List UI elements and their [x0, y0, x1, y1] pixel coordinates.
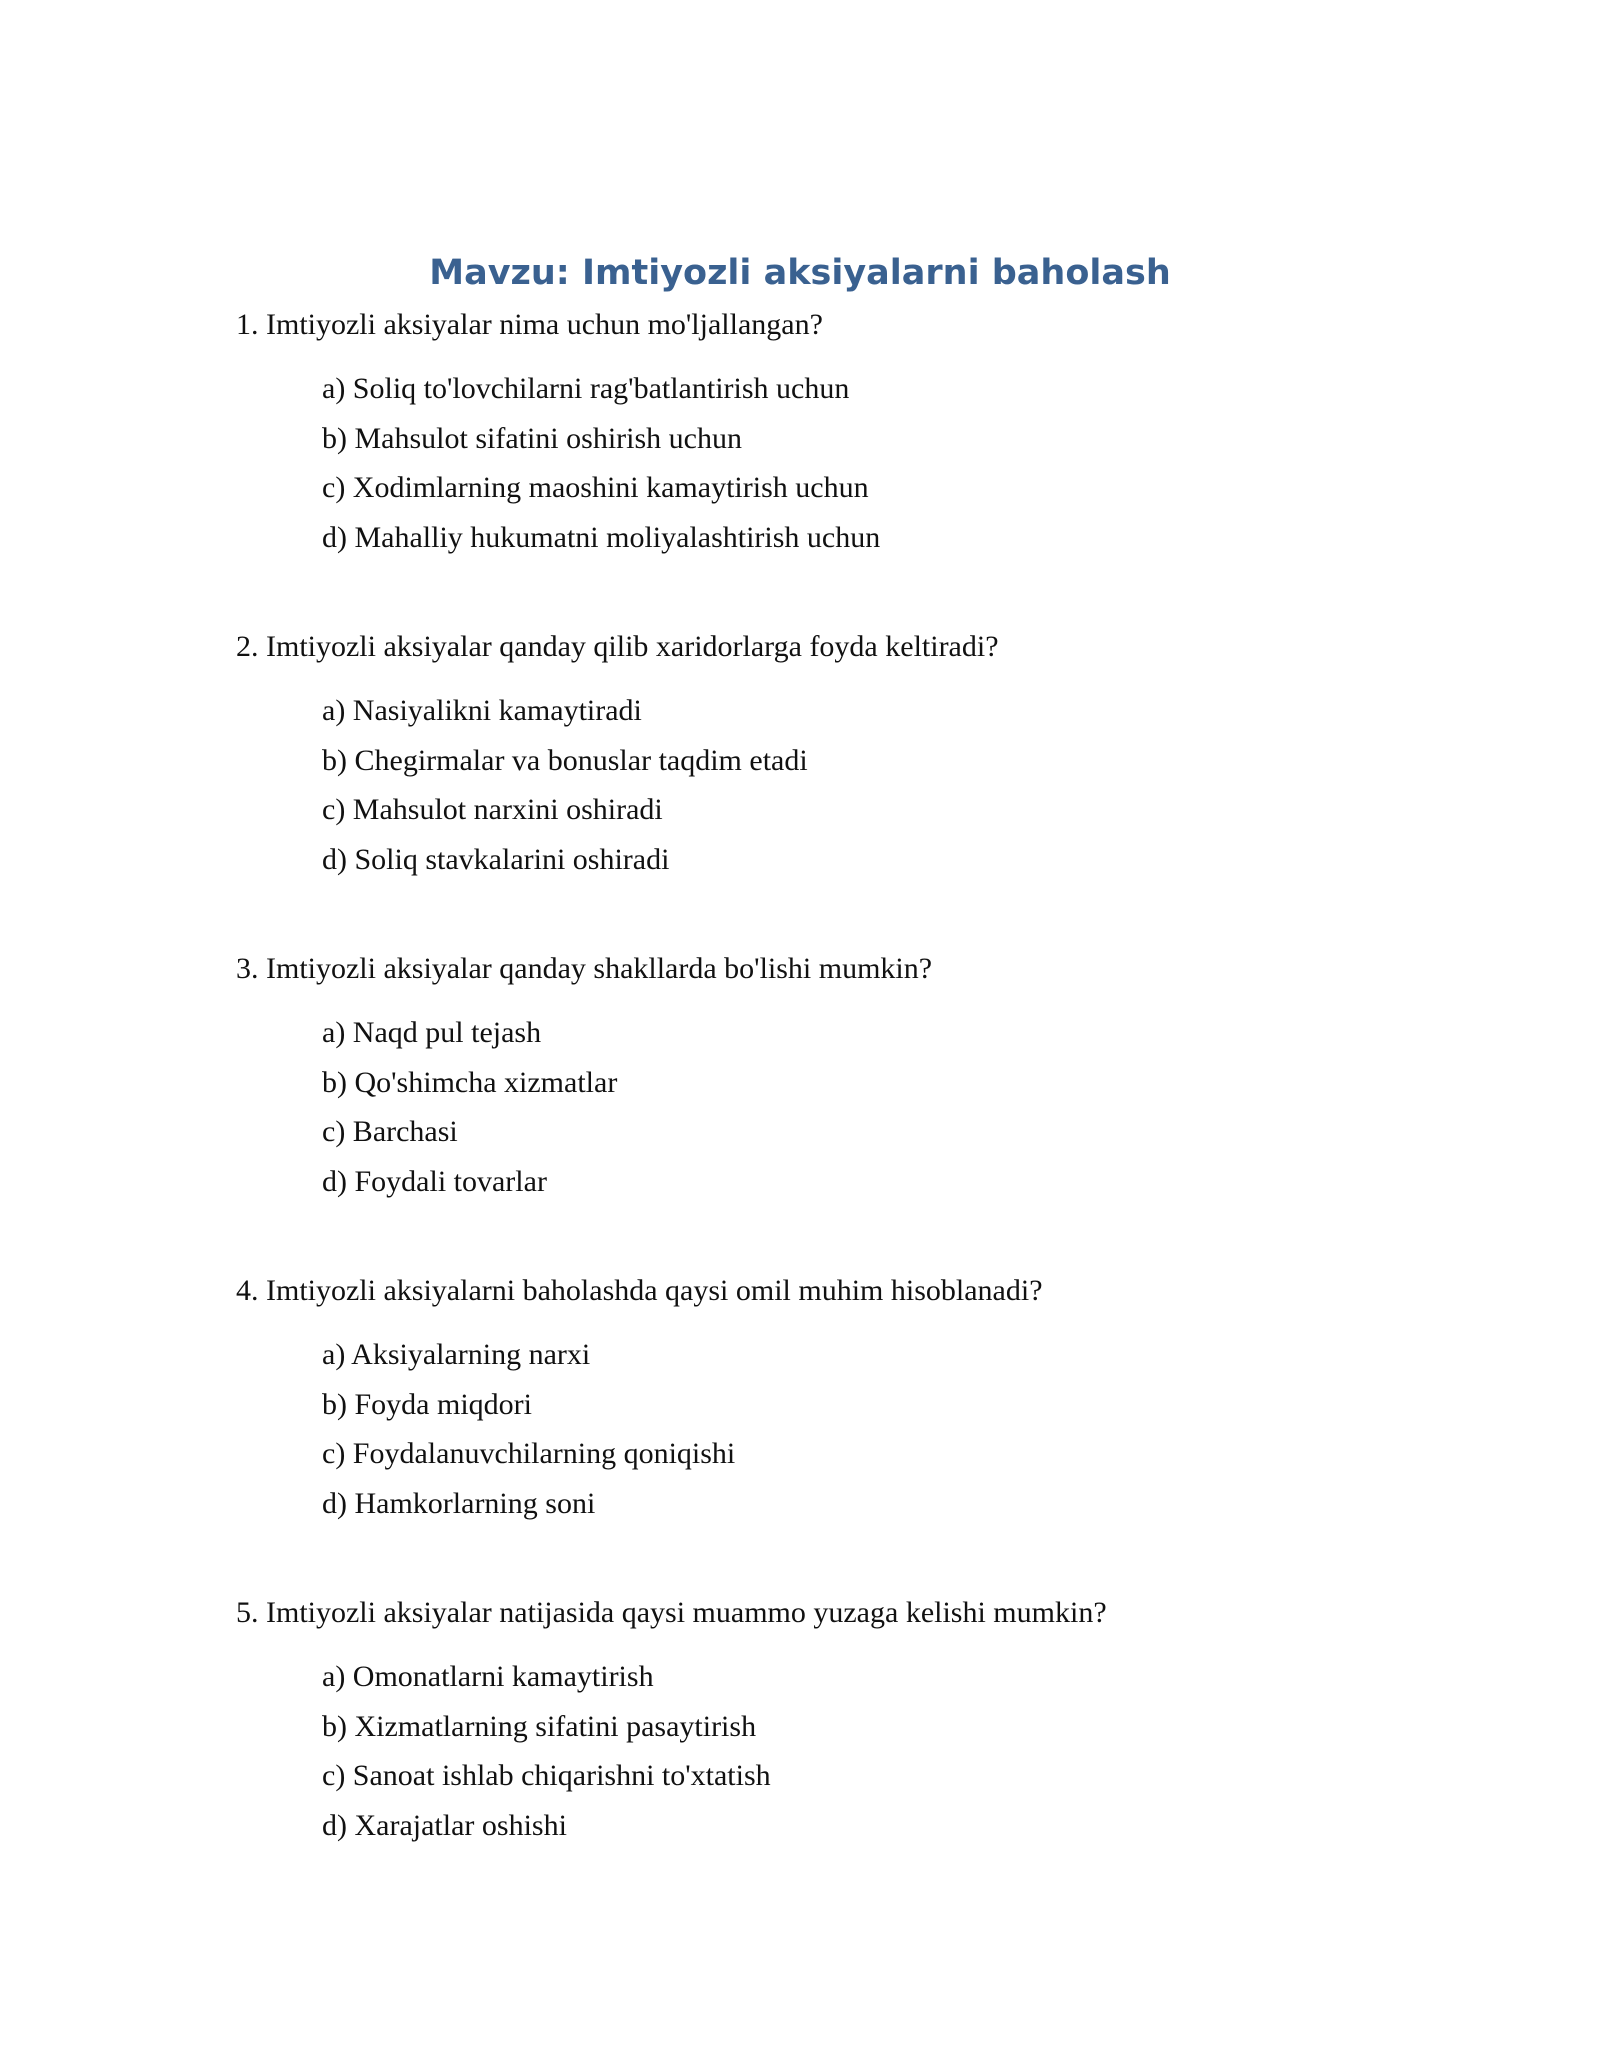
answer-options: [236, 364, 1436, 562]
answer-option-b: b) Mahsulot sifatini oshirish uchun: [322, 421, 742, 455]
answer-option-b: b) Xizmatlarning sifatini pasaytirish: [322, 1709, 757, 1743]
answer-option-c: c) Foydalanuvchilarning qoniqishi: [322, 1437, 736, 1470]
document-title: Mavzu: Imtiyozli aksiyalarni baholash: [429, 253, 1171, 293]
answer-options: [236, 1330, 1436, 1528]
answer-option-c: c) Barchasi: [322, 1115, 458, 1148]
answer-option-d: d) Hamkorlarning soni: [322, 1486, 596, 1520]
answer-option-a: a) Aksiyalarning narxi: [322, 1338, 591, 1371]
answer-options: [236, 686, 1436, 884]
answer-option-d: d) Mahalliy hukumatni moliyalashtirish uchun: [322, 520, 881, 554]
answer-option-b: b) Foyda miqdori: [322, 1387, 532, 1421]
question-list: [236, 306, 1436, 1916]
question-3: [236, 950, 1436, 1272]
question-4: [236, 1272, 1436, 1594]
answer-option-d: d) Xarajatlar oshishi: [322, 1808, 567, 1842]
answer-option-d: d) Foydali tovarlar: [322, 1164, 547, 1198]
answer-option-b: b) Qo'shimcha xizmatlar: [322, 1065, 618, 1099]
answer-option-a: a) Omonatlarni kamaytirish: [322, 1660, 654, 1693]
answer-option-a: a) Naqd pul tejash: [322, 1016, 542, 1049]
answer-option-d: d) Soliq stavkalarini oshiradi: [322, 842, 670, 876]
question-text: 5. Imtiyozli aksiyalar natijasida qaysi muammo yuzaga kelishi mumkin?: [236, 1596, 1107, 1629]
answer-option-c: c) Sanoat ishlab chiqarishni to'xtatish: [322, 1759, 771, 1792]
answer-option-a: a) Nasiyalikni kamaytiradi: [322, 694, 642, 727]
question-text: 1. Imtiyozli aksiyalar nima uchun mo'ljallangan?: [236, 308, 823, 341]
question-text: 3. Imtiyozli aksiyalar qanday shakllarda bo'lishi mumkin?: [236, 952, 933, 985]
answer-option-c: c) Mahsulot narxini oshiradi: [322, 793, 663, 826]
question-2: [236, 628, 1436, 950]
answer-option-c: c) Xodimlarning maoshini kamaytirish uchun: [322, 471, 869, 504]
answer-options: [236, 1652, 1436, 1850]
answer-option-a: a) Soliq to'lovchilarni rag'batlantirish uchun: [322, 372, 850, 405]
question-1: [236, 306, 1436, 628]
question-text: 4. Imtiyozli aksiyalarni baholashda qaysi omil muhim hisoblanadi?: [236, 1274, 1043, 1307]
question-5: [236, 1594, 1436, 1916]
answer-option-b: b) Chegirmalar va bonuslar taqdim etadi: [322, 743, 808, 777]
question-text: 2. Imtiyozli aksiyalar qanday qilib xaridorlarga foyda keltiradi?: [236, 630, 999, 663]
answer-options: [236, 1008, 1436, 1206]
